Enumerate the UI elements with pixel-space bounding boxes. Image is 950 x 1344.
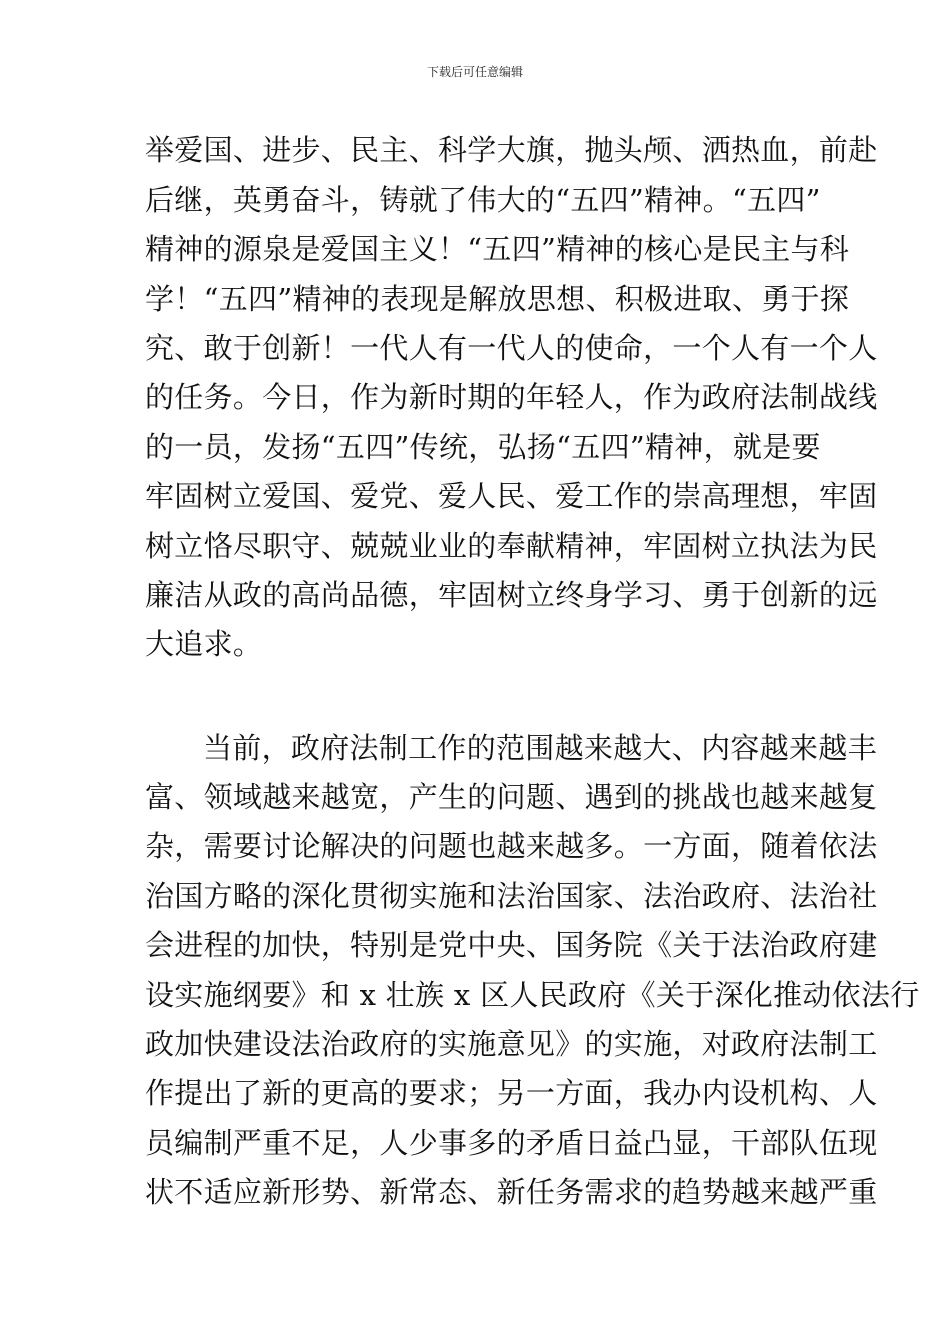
text-line: 政加快建设法治政府的实施意见》的实施，对政府法制工 — [145, 1027, 878, 1061]
text-line: 会进程的加快，特别是党中央、国务院《关于法治政府建 — [145, 928, 878, 962]
text-line: 大追求。 — [145, 627, 263, 661]
page-header: 下载后可任意编辑 — [426, 65, 523, 79]
text-line: 廉洁从政的高尚品德，牢固树立终身学习、勇于创新的远 — [145, 578, 878, 612]
text-line: 富、领域越来越宽，产生的问题、遇到的挑战也越来越复 — [145, 780, 878, 814]
text-line: 当前，政府法制工作的范围越来越大、内容越来越丰 — [203, 731, 877, 765]
text-line: 员编制严重不足，人少事多的矛盾日益凸显，干部队伍现 — [145, 1126, 878, 1160]
text-line: 的一员，发扬“五四”传统，弘扬“五四”精神，就是要 — [145, 430, 821, 464]
text-line: 杂，需要讨论解决的问题也越来越多。一方面，随着依法 — [145, 829, 878, 863]
text-line: 究、敢于创新！一代人有一代人的使命，一个人有一个人 — [145, 331, 878, 365]
text-line: 作提出了新的更高的要求；另一方面，我办内设机构、人 — [145, 1076, 878, 1110]
text-line: 牢固树立爱国、爱党、爱人民、爱工作的崇高理想，牢固 — [145, 479, 878, 513]
text-line: 治国方略的深化贯彻实施和法治国家、法治政府、法治社 — [145, 879, 878, 913]
text-line: 举爱国、进步、民主、科学大旗，抛头颅、洒热血，前赴 — [145, 133, 878, 167]
text-line: 精神的源泉是爱国主义！“五四”精神的核心是民主与科 — [145, 232, 850, 266]
text-line: 设实施纲要》和 x 壮族 x 区人民政府《关于深化推动依法行 — [145, 978, 920, 1012]
text-line: 的任务。今日，作为新时期的年轻人，作为政府法制战线 — [145, 380, 878, 414]
text-line: 后继，英勇奋斗，铸就了伟大的“五四”精神。“五四” — [145, 183, 821, 217]
text-line: 树立恪尽职守、兢兢业业的奉献精神，牢固树立执法为民 — [145, 529, 878, 563]
text-line: 学！“五四”精神的表现是解放思想、积极进取、勇于探 — [145, 282, 850, 316]
text-line: 状不适应新形势、新常态、新任务需求的趋势越来越严重 — [145, 1175, 878, 1209]
